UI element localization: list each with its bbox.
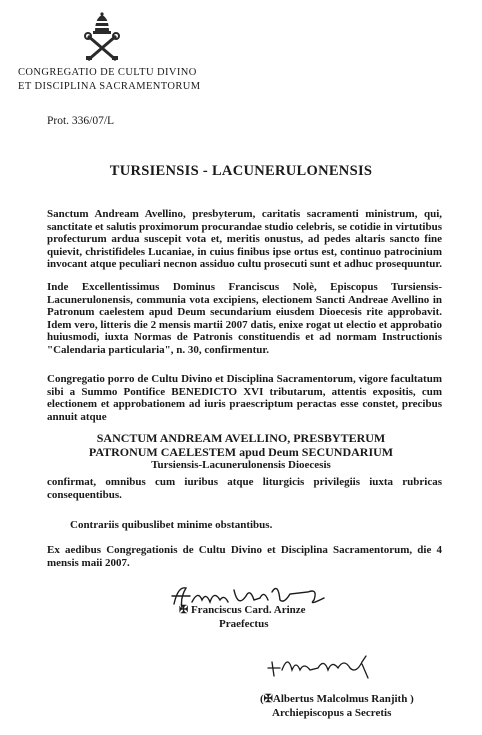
- decree-line-2: PATRONUM CAELESTEM apud Deum SECUNDARIUM: [88, 444, 394, 459]
- header-line-1: CONGREGATIO DE CULTU DIVINO: [18, 67, 197, 78]
- paragraph-5: Contrariis quibuslibet minime obstantibus.: [70, 519, 273, 531]
- header-line-2: ET DISCIPLINA SACRAMENTORUM: [18, 81, 201, 92]
- secretary-title: Archiepiscopus a Secretis: [272, 707, 392, 719]
- decree-block: [0, 432, 482, 472]
- congregation-header: [18, 66, 201, 94]
- protocol-number: Prot. 336/07/L: [47, 115, 115, 127]
- prefect-name: ✠ Franciscus Card. Arinze: [179, 604, 306, 616]
- papal-keys-tiara-icon: [80, 12, 124, 64]
- decree-line-3: Tursiensis-Lacunerulonensis Dioecesis: [151, 459, 331, 471]
- paragraph-4: confirmat, omnibus cum iuribus atque liturgicis privilegiis iuxta rubricas consequentibus.: [47, 476, 442, 501]
- prefect-title: Praefectus: [219, 618, 269, 630]
- decree-line-1: SANCTUM ANDREAM AVELLINO, PRESBYTERUM: [96, 431, 386, 445]
- secretary-signature: [262, 648, 382, 682]
- document-title: TURSIENSIS - LACUNERULONENSIS: [109, 163, 373, 179]
- paragraph-2: Inde Excellentissimus Dominus Franciscus Nolè, Episcopus Tursiensis-Lacunerulonensis, communia vota excipiens, electionem Sancti Andreae Avellino in Patronum caelestem apud Deum secundarium eiusdem Dioecesis rite approbavit. Idem vero, litteris die 2 mensis martii 2007 datis, enixe rogat ut electio et approbatio huiusmodi, iuxta Normas de Patronis constituendis et ad normam Instructionis "Calendaria particularia", n. 30, confirmentur.: [47, 281, 442, 356]
- paragraph-6: Ex aedibus Congregationis de Cultu Divino et Disciplina Sacramentorum, die 4 mensis maii 2007.: [47, 544, 442, 569]
- secretary-name: (✠Albertus Malcolmus Ranjith ): [260, 693, 414, 705]
- paragraph-1: Sanctum Andream Avellino, presbyterum, caritatis sacramenti ministrum, qui, sanctitate et salutis proximorum procurandae studio celebris, se cotidie in virtutibus profecturum ardua suscepit vota et, meritis onustus, ad pedes altaris sancto fine quievit, christifideles Lucaniae, in cuius finibus ipse ortus est, continuo patrocinium invocant atque peculiari necnon assiduo cultu prosecuti sunt et adhuc prosequuntur.: [47, 208, 442, 271]
- paragraph-3: Congregatio porro de Cultu Divino et Disciplina Sacramentorum, vigore facultatum sibi a Summo Pontifice BENEDICTO XVI tributarum, attentis expositis, cum electionem et approbationem ad iuris praescriptum peractas esse constet, precibus annuit atque: [47, 373, 442, 423]
